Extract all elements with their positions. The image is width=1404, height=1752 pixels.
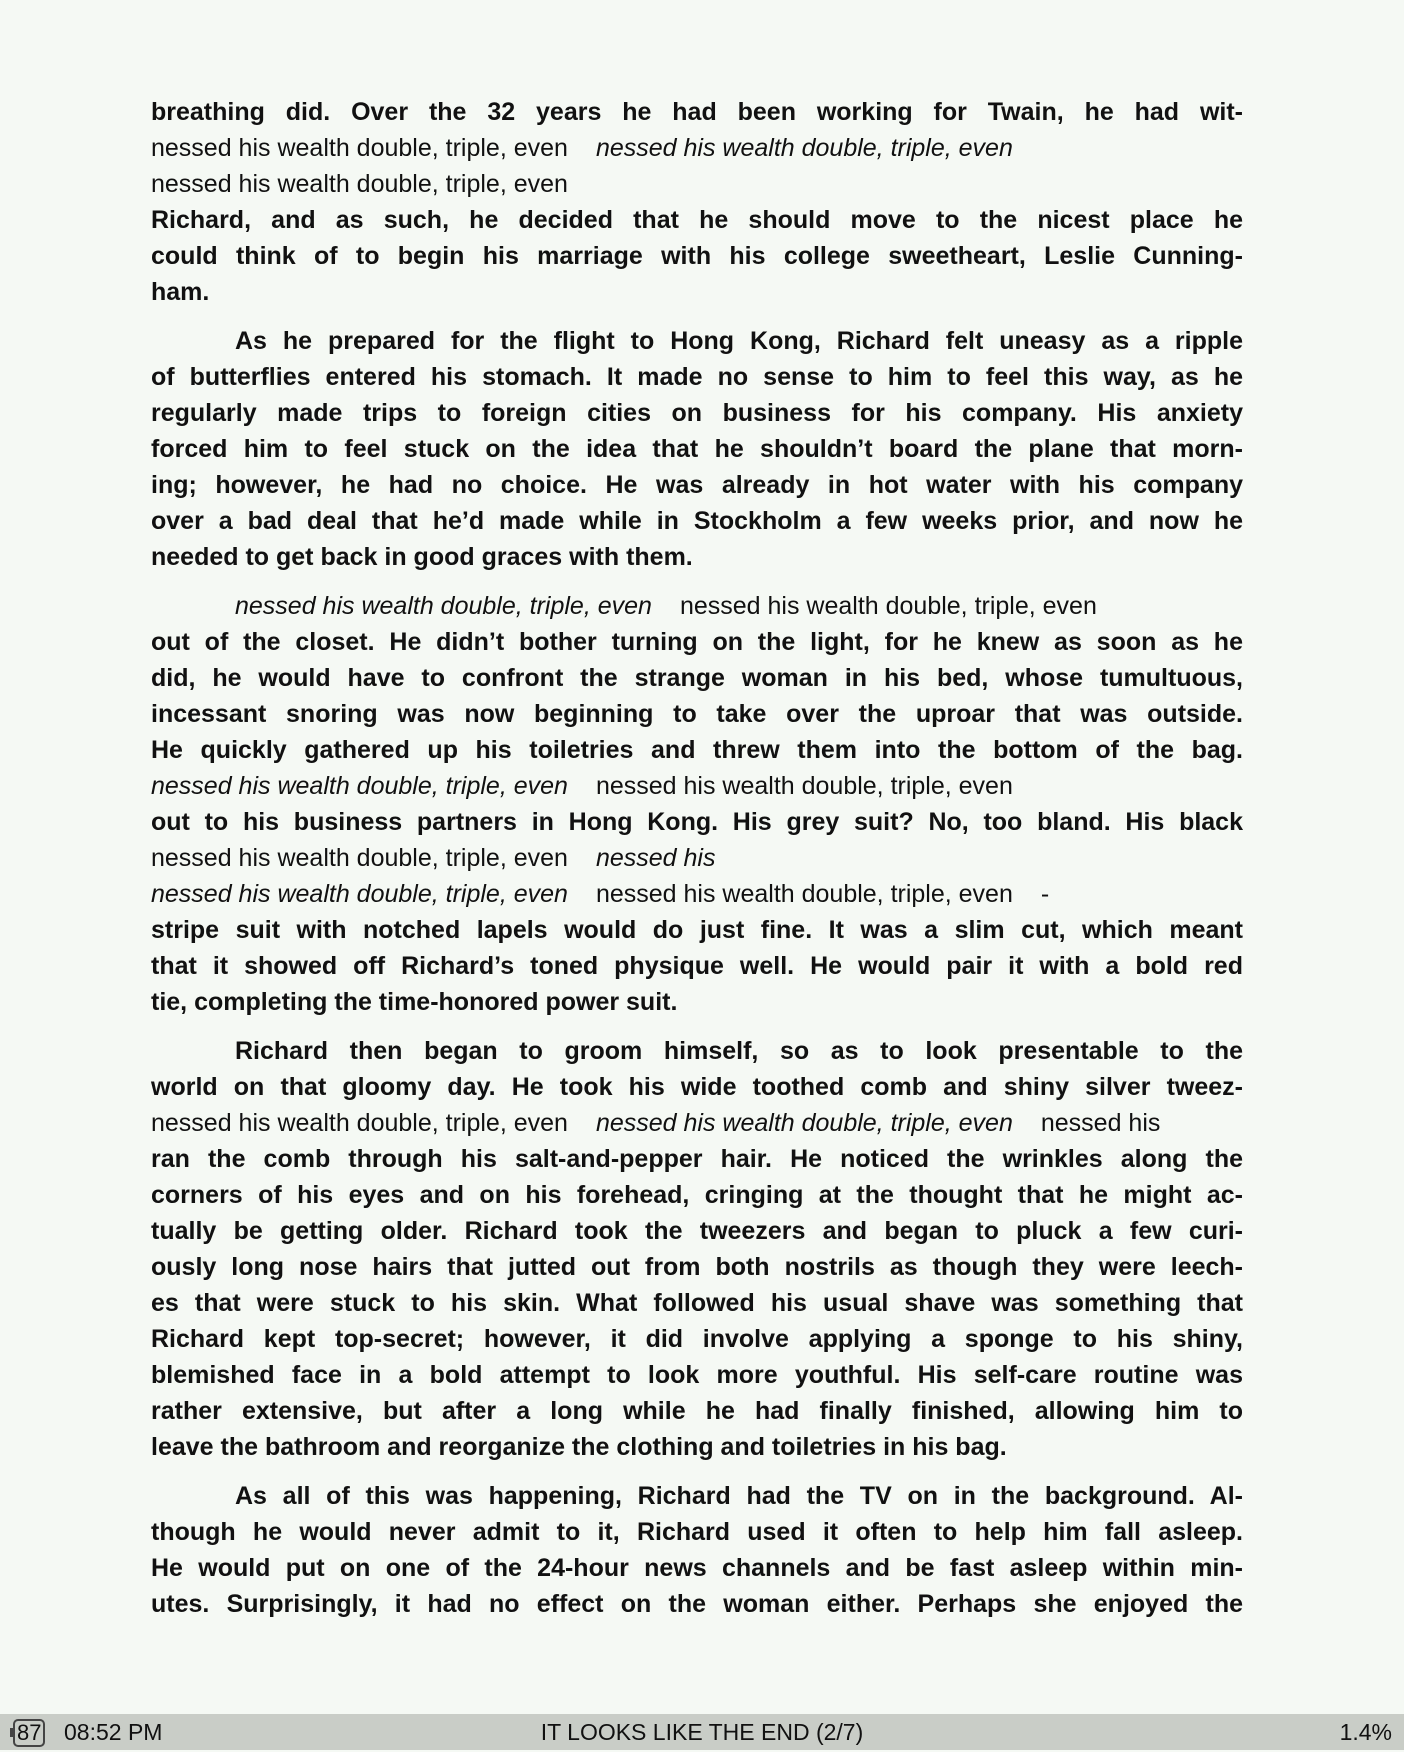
status-bar [0,1714,1404,1750]
text-fragment: nessed his wealth double, triple, even [679,592,1097,620]
text-fragment: nessed his wealth double, triple, even [595,1109,1013,1137]
text-line: though he would never admit to it, Richard used it often to help him fall asleep. [151,1518,1243,1546]
text-line: over a bad deal that he’d made while in Stockholm a few weeks prior, and now he [151,507,1243,535]
text-line: blemished face in a bold attempt to look more youthful. His self-care routine was [151,1361,1243,1389]
text-line: ing; however, he had no choice. He was already in hot water with his company [151,471,1243,499]
reading-progress: 1.4% [1339,1719,1392,1745]
text-line: As he prepared for the flight to Hong Kong, Richard felt uneasy as a ripple [235,327,1243,355]
text-line: world on that gloomy day. He took his wide toothed comb and shiny silver tweez- [151,1073,1243,1101]
garbled-text-line [151,840,1243,876]
text-line: needed to get back in good graces with them. [151,543,693,571]
text-line: regularly made trips to foreign cities on business for his company. His anxiety [151,399,1243,427]
garbled-text-line [151,588,1243,624]
text-line: breathing did. Over the 32 years he had been working for Twain, he had wit- [151,98,1243,126]
text-line: ously long nose hairs that jutted out from both nostrils as though they were leech- [151,1253,1243,1281]
paragraph [151,94,1243,310]
paragraph [151,323,1243,575]
text-line: of butterflies entered his stomach. It made no sense to him to feel this way, as he [151,363,1243,391]
text-line: out to his business partners in Hong Kong. His grey suit? No, too bland. His black [151,808,1243,836]
text-line: ran the comb through his salt-and-pepper hair. He noticed the wrinkles along the [151,1145,1243,1173]
text-line: out of the closet. He didn’t bother turning on the light, for he knew as soon as he [151,628,1243,656]
text-line: corners of his eyes and on his forehead, cringing at the thought that he might ac- [151,1181,1243,1209]
clock: 08:52 PM [64,1719,163,1745]
text-line: utes. Surprisingly, it had no effect on the woman either. Perhaps she enjoyed the [151,1590,1243,1618]
text-line: Richard kept top-secret; however, it did involve applying a sponge to his shiny, [151,1325,1243,1353]
text-line: He would put on one of the 24-hour news channels and be fast asleep within min- [151,1554,1243,1582]
text-line: He quickly gathered up his toiletries and threw them into the bottom of the bag. [151,736,1243,764]
text-fragment: nessed his wealth double, triple, even [151,844,568,872]
text-line: could think of to begin his marriage with his college sweetheart, Leslie Cunning- [151,242,1243,270]
text-line: As all of this was happening, Richard had the TV on in the background. Al- [235,1482,1243,1510]
text-fragment: nessed his wealth double, triple, even [595,134,1013,162]
text-fragment: - [1040,880,1050,908]
text-line: forced him to feel stuck on the idea that he shouldn’t board the plane that morn- [151,435,1243,463]
text-line: did, he would have to confront the strange woman in his bed, whose tumultuous, [151,664,1243,692]
text-fragment: nessed his wealth double, triple, even [595,880,1013,908]
text-line: tually be getting older. Richard took the tweezers and began to pluck a few curi- [151,1217,1243,1245]
reader-page[interactable] [151,94,1243,1635]
text-line: leave the bathroom and reorganize the clothing and toiletries in his bag. [151,1433,1007,1461]
text-line: es that were stuck to his skin. What followed his usual shave was something that [151,1289,1243,1317]
chapter-title: IT LOOKS LIKE THE END (2/7) [540,1719,864,1745]
text-line: that it showed off Richard’s toned physique well. He would pair it with a bold red [151,952,1243,980]
paragraph [151,588,1243,1020]
garbled-text-line [151,130,1243,202]
text-fragment: nessed his wealth double, triple, even [151,170,568,198]
text-fragment: nessed his [1040,1109,1161,1137]
text-fragment: nessed his wealth double, triple, even [595,772,1013,800]
text-fragment: nessed his wealth double, triple, even [235,592,652,620]
text-line: rather extensive, but after a long while he had finally finished, allowing him to [151,1397,1243,1425]
garbled-text-line [151,876,1243,912]
paragraph [151,1033,1243,1465]
text-line: stripe suit with notched lapels would do just fine. It was a slim cut, which meant [151,916,1243,944]
text-line: Richard, and as such, he decided that he should move to the nicest place he [151,206,1243,234]
text-line: Richard then began to groom himself, so as to look presentable to the [235,1037,1243,1065]
text-line: ham. [151,278,210,306]
paragraph [151,1478,1243,1622]
garbled-text-line [151,768,1243,804]
text-line: incessant snoring was now beginning to take over the uproar that was outside. [151,700,1243,728]
text-line: tie, completing the time-honored power suit. [151,988,678,1016]
garbled-text-line [151,1105,1243,1141]
text-fragment: nessed his wealth double, triple, even [151,134,568,162]
text-fragment: nessed his wealth double, triple, even [151,1109,568,1137]
battery-icon: 87 [13,1719,45,1747]
text-fragment: nessed his wealth double, triple, even [151,880,568,908]
text-fragment: nessed his [595,844,716,872]
text-fragment: nessed his wealth double, triple, even [151,772,568,800]
